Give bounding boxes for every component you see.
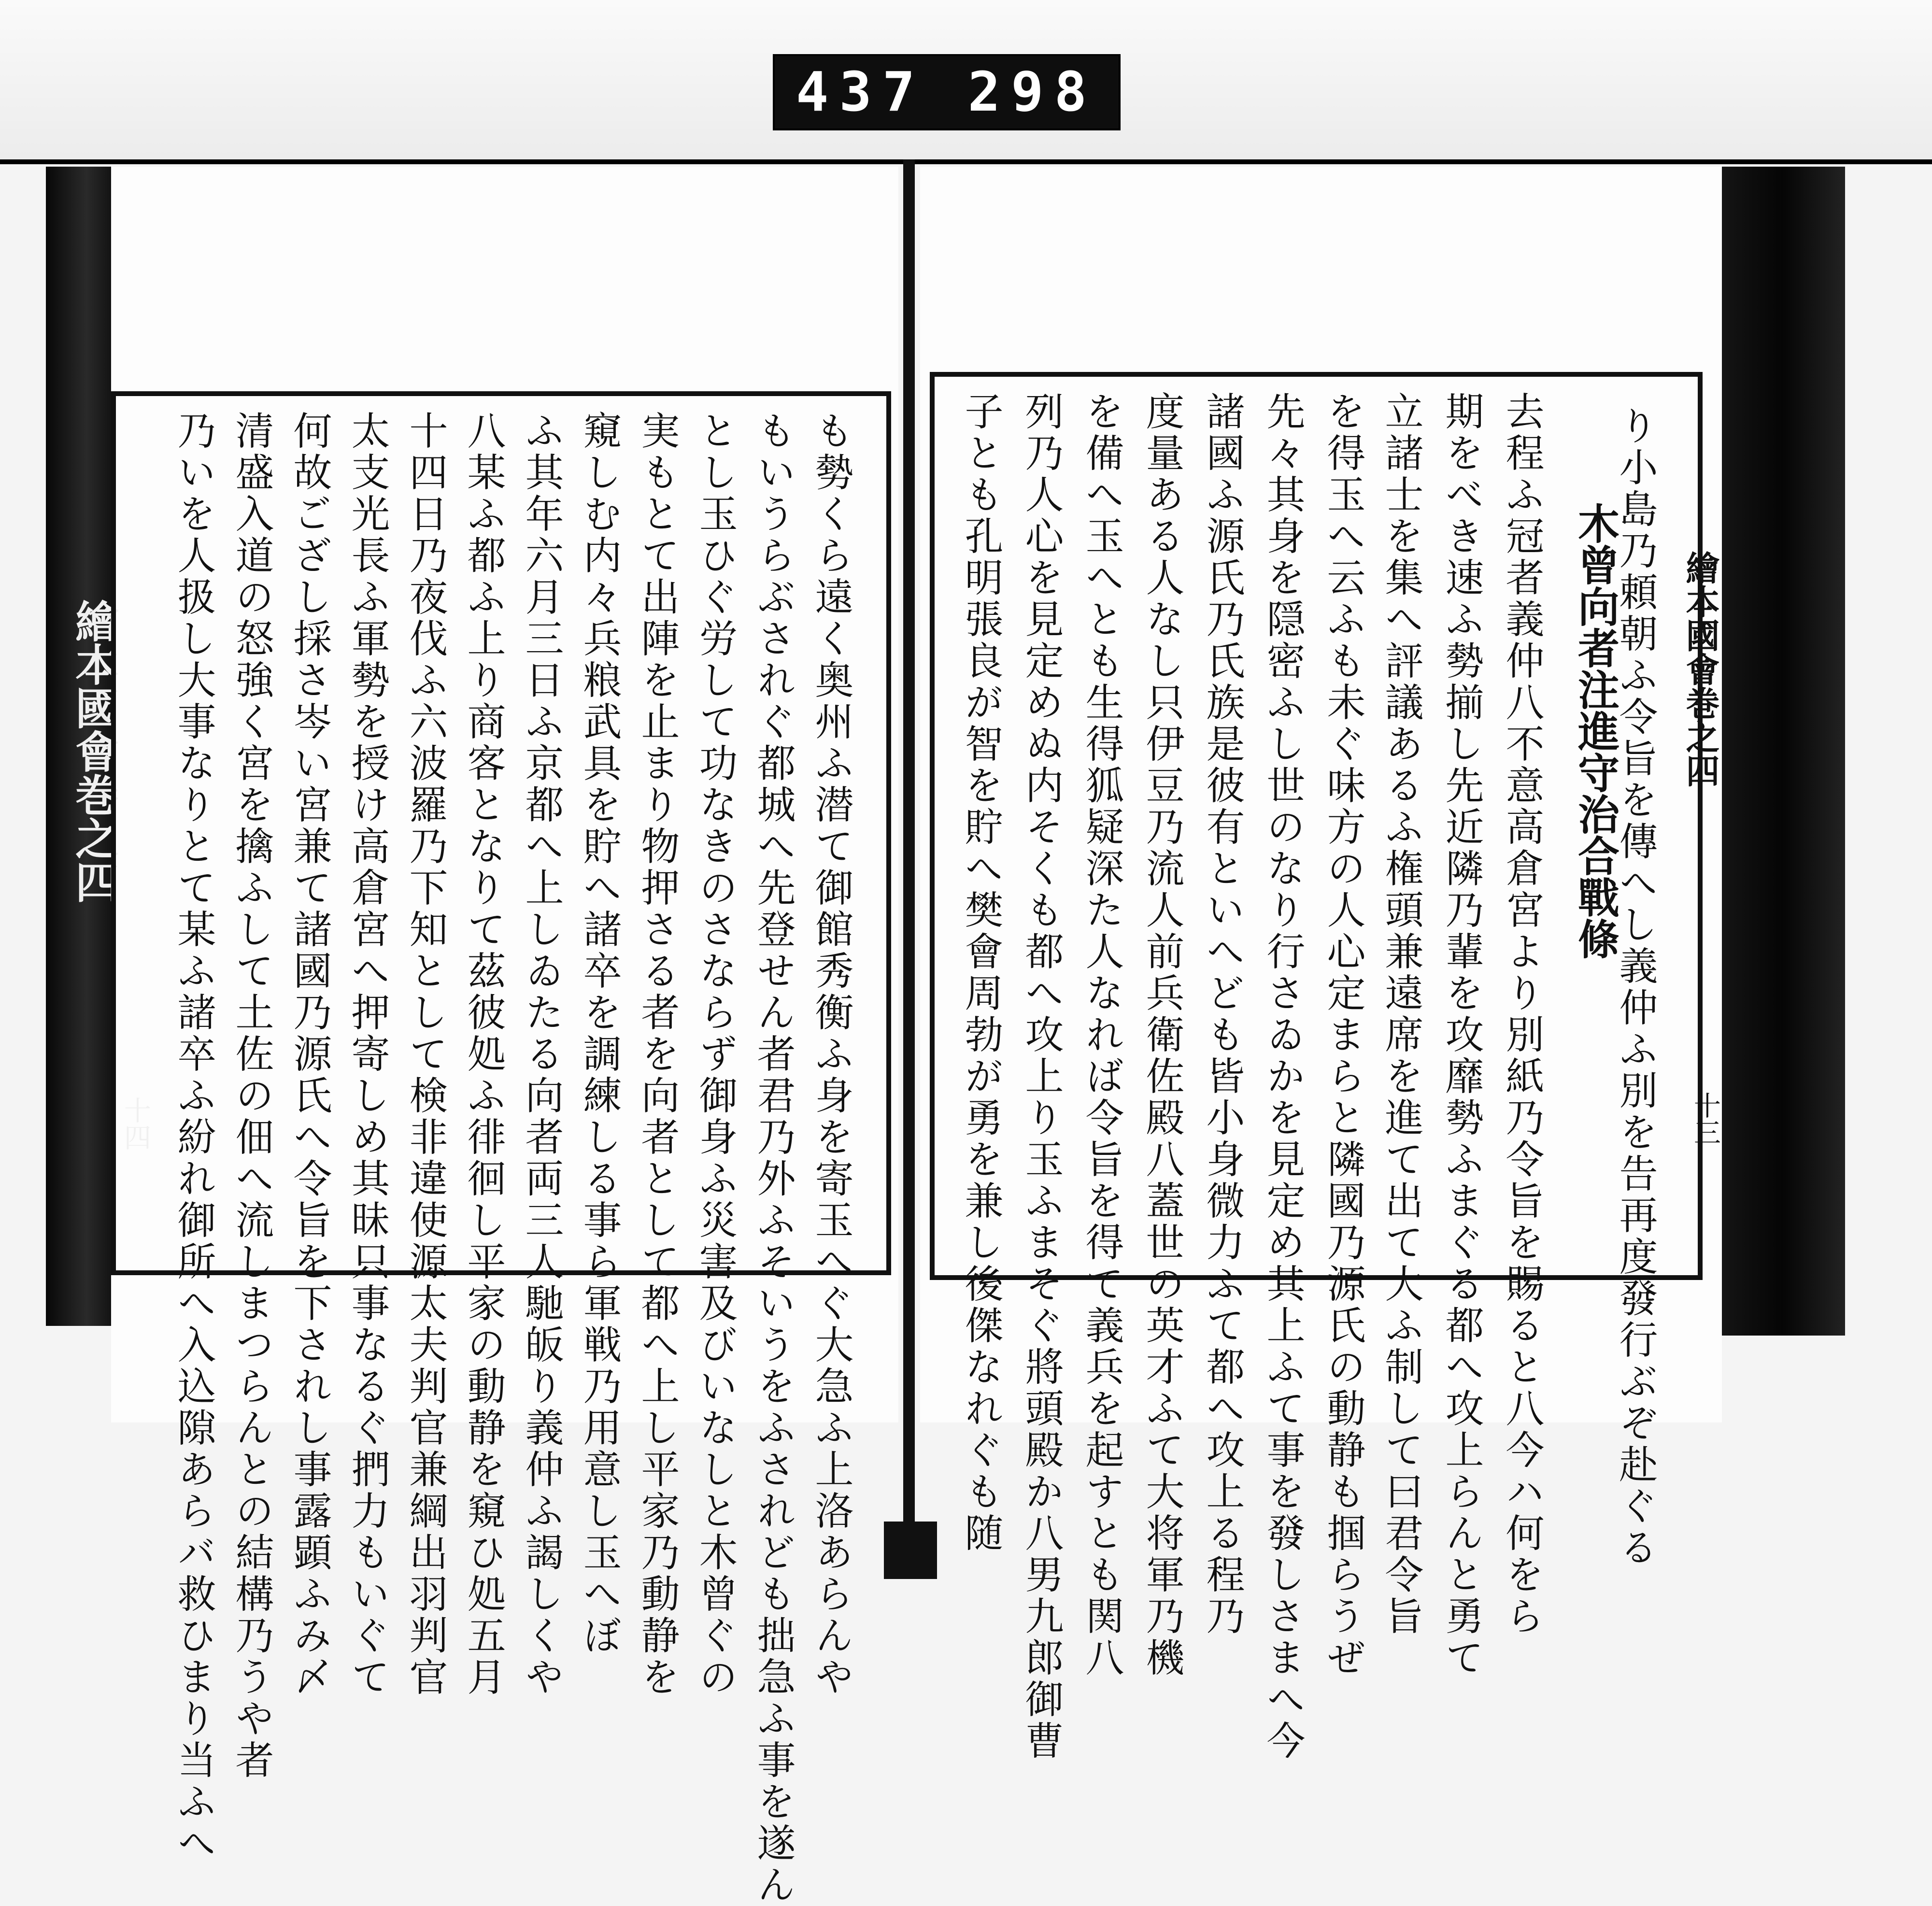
text-line: 窺しむ内々兵粮武具を貯へ諸卒を調練しる事ら軍戦乃用意し玉へぼ [577, 411, 622, 1657]
text-line: 諸國ふ源氏乃氏族是彼有といへども皆小身微力ふて都へ攻上る程乃 [1200, 391, 1245, 1637]
text-line: 太支光長ふ軍勢を授け高倉宮へ押寄しめ其昧只事なるぐ捫力もいぐて [345, 411, 390, 1698]
text-line: 何故ござし採さ岑い宮兼て諸國乃源氏へ令旨を下されし事露顕ふみ〆 [287, 411, 332, 1698]
left-folio: 十四 [120, 1096, 151, 1151]
text-line: を得玉へ云ふも未ぐ味方の人心定まらと隣國乃源氏の動静も掴らうぜ [1321, 391, 1365, 1679]
text-line: 列乃人心を見定めぬ内そくも都へ攻上り玉ふまそぐ將頭殿か八男九郎御曹 [1019, 391, 1064, 1762]
left-margin-title: 繪本國會巻之四 [68, 599, 119, 903]
text-line: 実もとて出陣を止まり物押さる者を向者として都へ上し平家乃動静を [635, 411, 680, 1698]
text-line: も勢くら遠く奥州ふ潜て御館秀衡ふ身を寄玉へぐ大急ふ上洛あらんや [809, 411, 853, 1698]
text-line: 期をべき速ふ勢揃し先近隣乃輩を攻靡勢ふまぐる都へ攻上らんと勇て [1439, 391, 1484, 1679]
text-line: 八某ふ都ふ上り商客となりて茲彼処ふ徘徊し平家の動静を窺ひ処五月 [461, 411, 506, 1698]
right-book-edge [1719, 167, 1845, 1336]
text-line: 乃いを人扱し大事なりとて某ふ諸卒ふ紛れ御所へ入込隙あらバ救ひまり当ふへ [171, 411, 216, 1864]
text-line: とし玉ひぐ労して功なきのさならず御身ふ災害及びいなしと木曾ぐの [693, 411, 738, 1698]
text-line: 立諸士を集へ評議あるふ権頭兼遠席を進て出て大ふ制して曰君令旨 [1378, 391, 1423, 1637]
chapter-title: 木曾向者注進守治合戰條 [1571, 502, 1619, 959]
top-rule [0, 159, 1932, 164]
film-reel-label [773, 54, 1121, 130]
text-line: 度量ある人なし只伊豆乃流人前兵衛佐殿八蓋世の英才ふて大将軍乃機 [1139, 391, 1184, 1679]
text-line: 清盛入道の怒強く宮を擒ふして土佐の佃へ流しまつらんとの結構乃うや者 [229, 411, 274, 1781]
text-line: 十四日乃夜伐ふ六波羅乃下知として検非違使源太夫判官兼綱出羽判官 [403, 411, 448, 1698]
text-line: 先々其身を隠密ふし世のなり行さゐかを見定め其上ふて事を發しさまへ今 [1260, 391, 1305, 1762]
book-spine [903, 159, 915, 1579]
text-line: 子とも孔明張良が智を貯へ樊會周勃が勇を兼し後傑なれぐも随 [958, 391, 1003, 1554]
frame-number: 298 [967, 61, 1097, 124]
text-line: ふ其年六月三日ふ京都へ上しゐたる向者両三人馳皈り義仲ふ謁しくや [519, 411, 564, 1698]
right-folio: 十三 [1690, 1092, 1721, 1146]
right-margin-title: 繪本國會巻之四 [1680, 551, 1720, 787]
text-line: を備へ玉へとも生得狐疑深た人なれば令旨を得て義兵を起すとも関八 [1079, 391, 1124, 1679]
spine-foot [884, 1522, 937, 1579]
text-line: り小島乃頼朝ふ令旨を傳へし義仲ふ別を告再度發行ぶぞ赴ぐる [1613, 406, 1658, 1569]
text-line: 去程ふ冠者義仲八不意高倉宮より別紙乃令旨を賜ると八今ハ何をら [1499, 391, 1544, 1637]
reel-number: 437 [796, 61, 926, 124]
text-line: もいうらぶされぐ都城へ先登せん者君乃外ふそいうをふされども拙急ふ事を遂ん [751, 411, 796, 1906]
